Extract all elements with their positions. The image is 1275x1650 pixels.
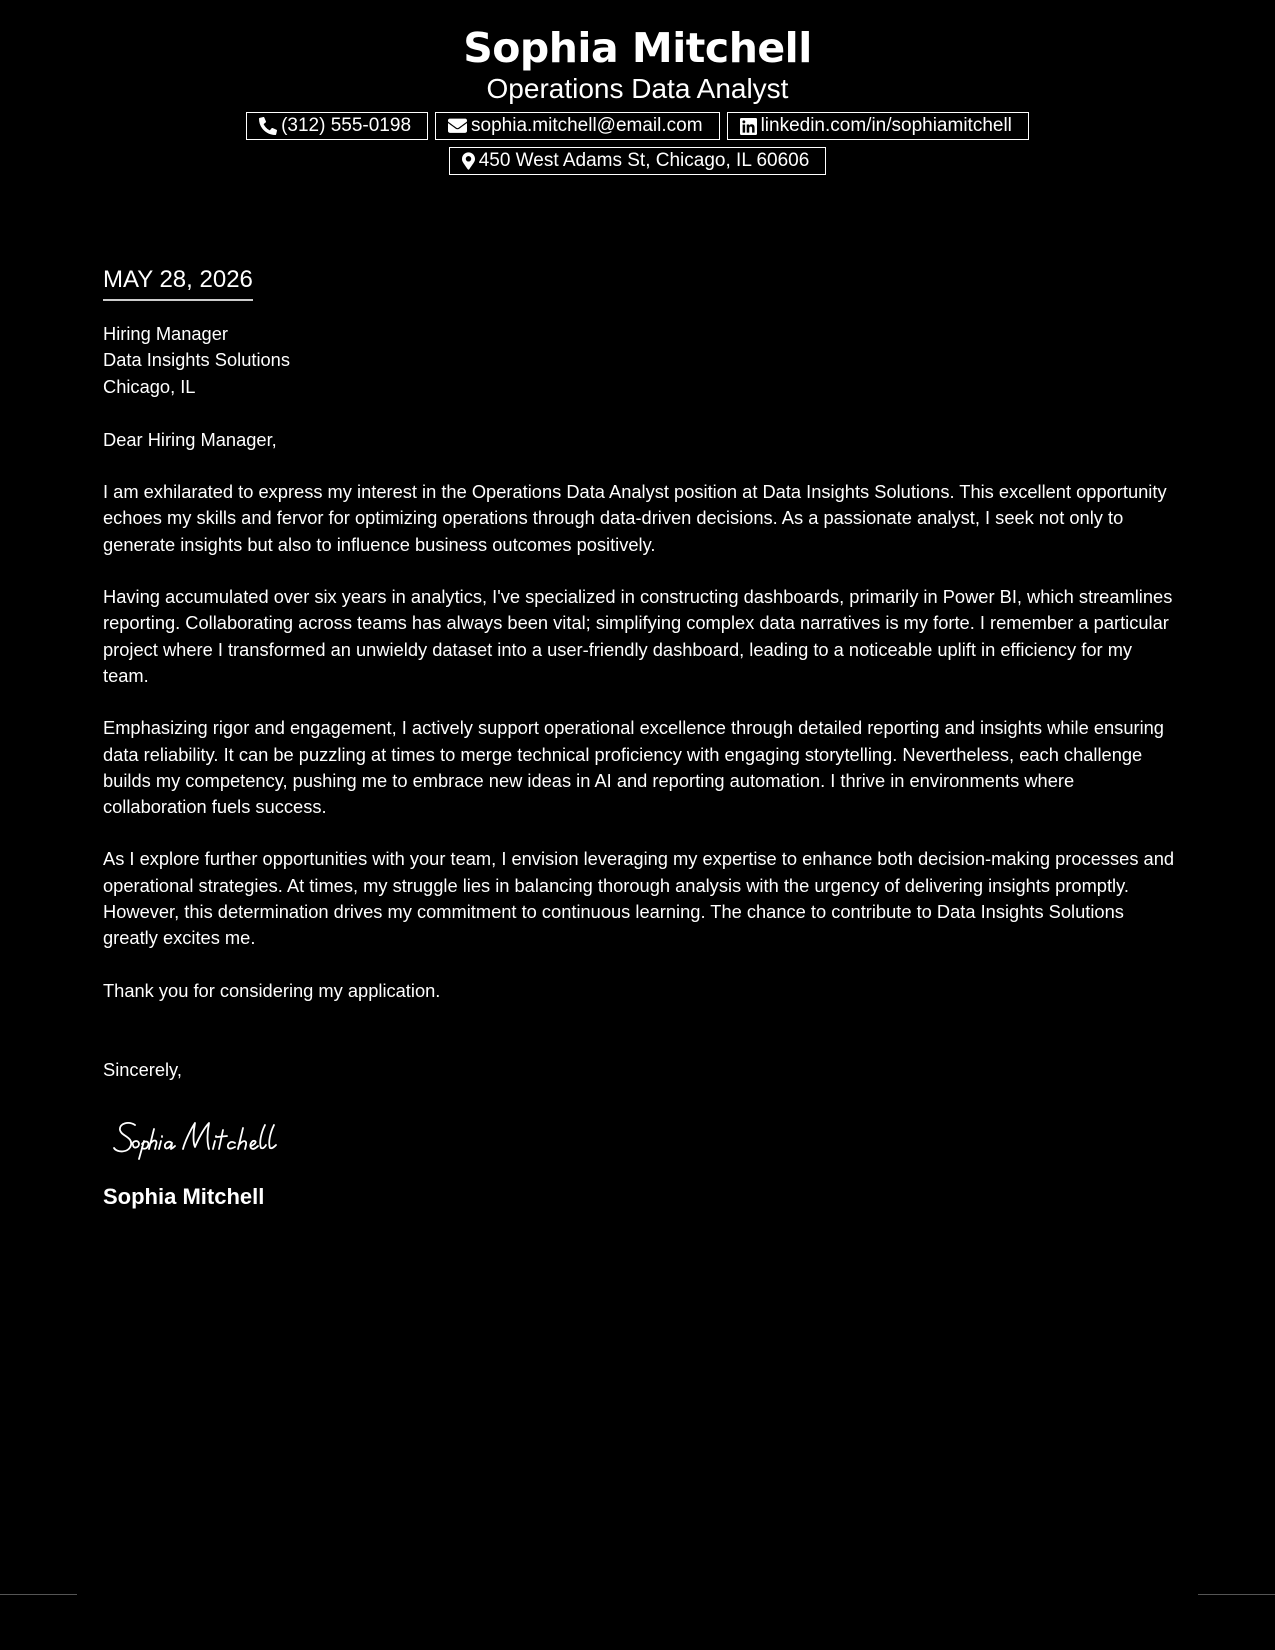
map-pin-icon [462, 152, 475, 170]
signoff: Sincerely, [103, 1058, 182, 1080]
signature-image [111, 1113, 356, 1163]
footer-rule-right [1198, 1594, 1275, 1595]
letter-date: MAY 28, 2026 [103, 265, 253, 301]
envelope-icon [448, 118, 467, 134]
closing-thanks: Thank you for considering my application. [103, 979, 441, 1001]
recipient-block [103, 321, 1178, 400]
address-text: 450 West Adams St, Chicago, IL 60606 [478, 150, 810, 171]
paragraph: I am exhilarated to express my interest in the Operations Data Analyst position at Data Insights Solutions. This excellent opportunity echoes my skills and fervor for optimizing operations through data-driven decisions. As a passionate analyst, I seek not only to generate insights but also to influence business outcomes positively. [103, 481, 1167, 555]
address-contact[interactable] [449, 147, 827, 175]
paragraph: Having accumulated over six years in analytics, I've specialized in constructing dashboards, primarily in Power BI, which streamlines reporting. Collaborating across teams has always been vital; simplifying complex data narratives is my forte. I remember a particular project where I transformed an unwieldy dataset into a user-friendly dashboard, leading to a noticeable uplift in efficiency for my team. [103, 586, 1173, 686]
recipient-location: Chicago, IL [103, 375, 196, 397]
recipient-company: Data Insights Solutions [103, 349, 290, 371]
letter-body [103, 265, 1178, 1211]
job-title: Operations Data Analyst [486, 73, 789, 104]
paragraph: As I explore further opportunities with your team, I envision leveraging my expertise to enhance both decision-making processes and operational strategies. At times, my struggle lies in balancing thorough analysis with the urgency of delivering insights promptly. However, this determination drives my commitment to continuous learning. The chance to contribute to Data Insights Solutions greatly excites me. [103, 848, 1175, 949]
recipient-line: Hiring Manager [103, 323, 228, 344]
contact-row [0, 112, 1275, 140]
phone-contact[interactable] [246, 112, 428, 140]
applicant-name: Sophia Mitchell [463, 24, 812, 72]
linkedin-text: linkedin.com/in/sophiamitchell [760, 115, 1012, 136]
email-contact[interactable] [435, 112, 720, 140]
paragraph: Emphasizing rigor and engagement, I actively support operational excellence through detailed reporting and insights while ensuring data reliability. It can be puzzling at times to merge technical proficiency with engaging storytelling. Nevertheless, each challenge builds my competency, pushing me to embrace new ideas in AI and reporting automation. I thrive in environments where collaboration fuels success. [103, 717, 1164, 818]
salutation: Dear Hiring Manager, [103, 428, 277, 450]
letterhead [0, 22, 1275, 175]
signer-name: Sophia Mitchell [103, 1183, 265, 1209]
linkedin-contact[interactable] [727, 112, 1029, 140]
address-row [0, 147, 1275, 175]
linkedin-icon [740, 118, 757, 135]
email-text: sophia.mitchell@email.com [471, 115, 703, 136]
phone-icon [259, 117, 277, 135]
footer-rule-left [0, 1594, 77, 1595]
phone-text: (312) 555-0198 [281, 115, 412, 136]
